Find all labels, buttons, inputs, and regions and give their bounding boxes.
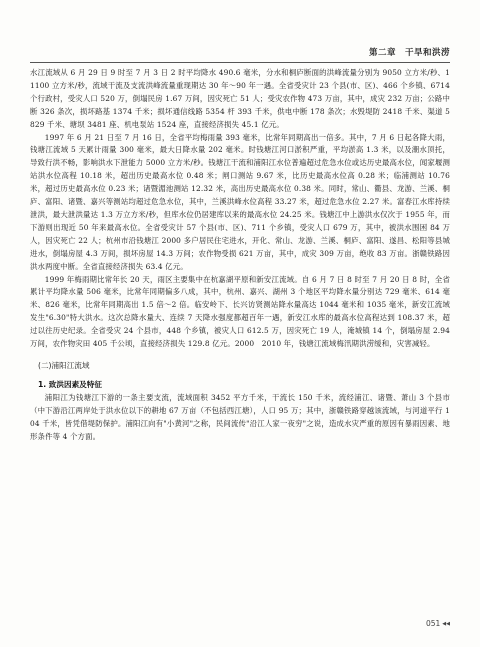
chapter-header: 第二章 干旱和洪涝 [368,48,450,58]
paragraph-3: 1999 年梅雨期比常年长 20 天，雨区主要集中在杭嘉湖平原和新安江流域。自 6 月 7 日 8 时至 7 月 20 日 8 时，全省累计平均降水量 506 毫米，比常年同期偏多八成，其中，杭州、嘉兴、湖州 3 个地区平均降水量分别达 729 毫米、614 毫米、826 毫米，比常年同期高出 1.5 倍～2 倍。临安岭下、长兴访贤测站降水量高达 1044 毫米和 1035 毫米，新安江流域发生"6.30"特大洪水。这次总降水量大、连续 7 天降水强度都超百年一遇，新安江水库的最高水位高程达到 108.37 米，超过以往历史纪录。全省受灾 24 个县市，448 个乡镇，被灾人口 612.5 万，因灾死亡 19 人，淹城镇 14 个，倒塌房屋 2.94 万间，农作物灾田 405 千公顷，直接经济损失 129.8 亿元。2000 2010 年，钱塘江流域梅汛期洪涝缓和，灾害减轻。 [30,274,450,349]
paragraph-4: 浦阳江为钱塘江下游的一条主要支流，流域面积 3452 平方千米，干流长 150 千米，流经浦江、诸暨、萧山 3 个县市（中下游沿江两岸处于洪水位以下的耕地 67 万亩（不包括西江塘），人口 95 万；其中，浙赣铁路穿越该流域，与河道平行 104 千米，皆凭借堤防保护。浦阳江向有"小黄河"之称，民间流传"沿江人家一夜穷"之说，造成水灾严重的原因有暴雨因素、地形条件等 4 个方面。 [30,392,450,441]
paragraph-1: 水江流域从 6 月 29 日 9 时至 7 月 3 日 2 时平均降水 490.6 毫米，分水和桐庐断面的洪峰流量分别为 9050 立方米/秒、11100 立方米/秒，流域干流及支流洪峰流量重现期达 30 年～90 年一遇。全省受灾计 23 个县(市、区)、466 个乡镇、6714 个行政村，受灾人口 520 万，倒塌民房 1.67 万间，因灾死亡 51 人；受灾农作物 473 万亩，其中，成灾 232 万亩；公路中断 326 条次，损坏路基 1374 千米；损坏通信线路 5354 杆 393 千米，供电中断 178 条次；水毁堤防 2418 千米、渠道 5829 千米、塘坝 3481 座、机电泵站 1524 座，直接经济损失 45.1 亿元。 [30,68,450,129]
paragraph-2: 1997 年 6 月 21 日至 7 月 16 日，全省平均梅雨量 393 毫米，比常年同期高出一倍多。其中，7 月 6 日起各降大雨，钱塘江流域 5 天累计雨量 300 毫米，最大日降水量 202 毫米。时钱塘江河口淤积严重，平均淤高 1.3 米，以及潮水顶托，导致行洪不畅，影响洪水下泄能力 5000 立方米/秒。钱塘江干流和浦阳江水位普遍超过危急水位或达历史最高水位，闻家堰测站洪水位高程 10.18 米，超出历史最高水位 0.48 米；闸口测站 9.67 米，比历史最高水位高 0.28 米；临浦测站 10.76 米，超过历史最高水位 0.23 米；诸暨湄池测站 12.32 米，高出历史最高水位 0.38 米。同时，常山、衢县、龙游、兰溪、桐庐、富阳、诸暨、嘉兴等测站均超过危急水位，其中，兰溪洪峰水位高程 33.27 米，超过危急水位 2.27 米。富春江水库持续泄洪，最大泄洪量达 1.3 万立方米/秒，但库水位仍居建库以来的最高水位 24.25 米。钱塘江中上游洪水仅次于 1955 年，而下游则出现近 50 年来最高水位。全省受灾计 57 个县(市、区)、711 个乡镇，受灾人口 679 万，其中，被洪水围困 84 万人，因灾死亡 22 人；杭州市沿钱塘江 2000 多户居民住宅进水，开化、常山、龙游、兰溪、桐庐、富阳、遂昌、松阳等县城进水，倒塌房屋 4.3 万间，损坏房屋 14.3 万间；农作物受损 621 万亩，其中，成灾 309 万亩，绝收 83 万亩。浙赣铁路因洪水两度中断。全省直接经济损失 63.4 亿元。 [30,132,450,271]
header-rule [30,62,450,63]
page-marker-icon: ◀◀ [442,621,450,627]
body-text [30,67,450,444]
page-number: 051 [425,619,441,628]
sub-heading: 1. 致洪因素及特征 [38,379,102,389]
section-heading: (二)浦阳江流域 [38,360,90,370]
page-footer [426,619,450,628]
